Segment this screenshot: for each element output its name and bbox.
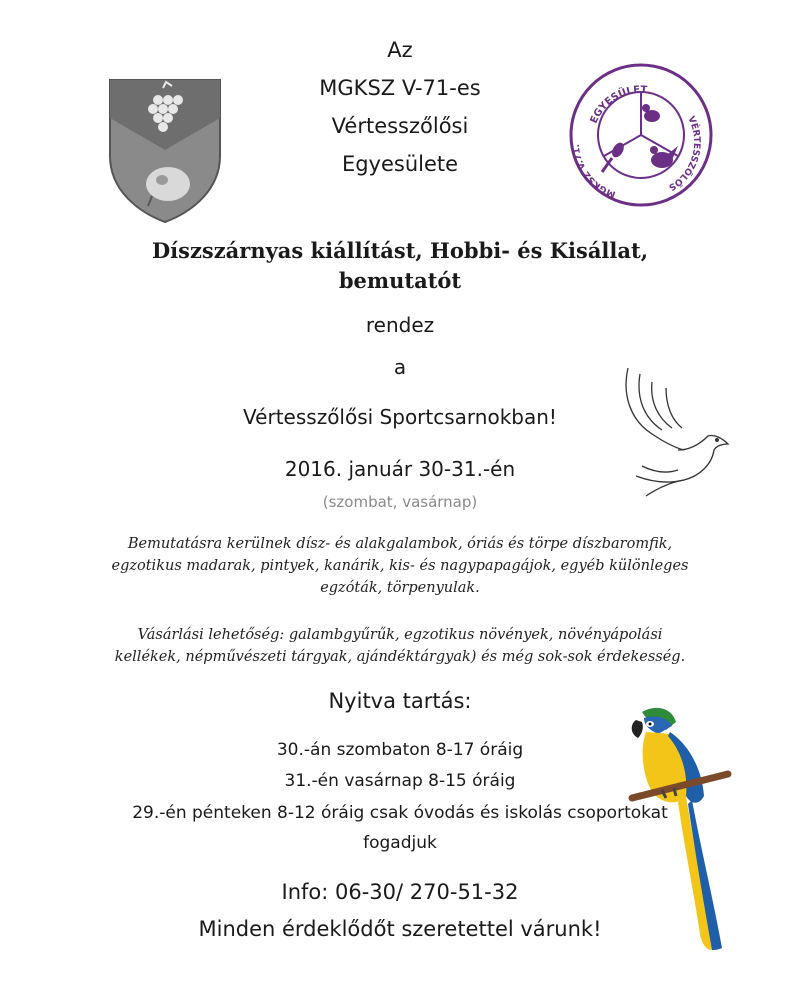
venue-text: Vértesszőlősi Sportcsarnokban! xyxy=(243,405,557,429)
a-text: a xyxy=(393,355,407,379)
opening-hour-line: fogadjuk xyxy=(363,833,437,853)
stamp-text-left: MGKSZ V.71. xyxy=(571,143,618,199)
dove-icon xyxy=(618,364,734,504)
opening-hours-title: Nyitva tartás: xyxy=(328,689,472,713)
shopping-line: Vásárlási lehetőség: galambgyűrűk, egzotikus növények, növényápolási xyxy=(137,627,663,643)
header-line: Vértesszőlősi xyxy=(331,114,469,138)
svg-text:EGYESÜLET xyxy=(589,84,648,125)
title-line-1: Díszszárnyas kiállítást, Hobbi- és Kisállat, xyxy=(151,238,649,263)
stamp-text-right: VÉRTESSZŐLŐS xyxy=(666,114,702,193)
shopping-paragraph xyxy=(95,624,705,668)
association-stamp-icon xyxy=(568,62,714,208)
opening-hour-line: 29.-én pénteken 8-12 óráig csak óvodás és iskolás csoportokat xyxy=(132,803,668,823)
opening-hour-line: 30.-án szombaton 8-17 óráig xyxy=(276,740,524,760)
welcome-text: Minden érdeklődőt szeretettel várunk! xyxy=(198,917,602,941)
exhibit-line: egzóták, törpenyulak. xyxy=(320,580,480,596)
stamp-text-top: EGYESÜLET xyxy=(588,84,648,126)
rendez-text: rendez xyxy=(365,313,435,337)
exhibit-line: Bemutatásra kerülnek dísz- és alakgalambok, óriás és törpe díszbaromfik, xyxy=(127,536,673,552)
header-line: Az xyxy=(387,38,413,62)
opening-hour-line: 31.-én vasárnap 8-15 óráig xyxy=(284,771,516,791)
info-phone: Info: 06-30/ 270-51-32 xyxy=(281,880,519,904)
header-line: Egyesülete xyxy=(341,152,459,176)
event-title xyxy=(120,236,680,296)
shopping-line: kellékek, népművészeti tárgyak, ajándéktárgyak) és még sok-sok érdekesség. xyxy=(114,649,686,665)
title-line-2: bemutatót xyxy=(338,268,462,293)
header-line: MGKSZ V-71-es xyxy=(319,76,481,100)
event-date: 2016. január 30-31.-én xyxy=(284,457,516,481)
event-days: (szombat, vasárnap) xyxy=(322,493,478,511)
exhibit-line: egzotikus madarak, pintyek, kanárik, kis- és nagypapagájok, egyéb különleges xyxy=(111,558,689,574)
exhibit-paragraph xyxy=(95,533,705,599)
